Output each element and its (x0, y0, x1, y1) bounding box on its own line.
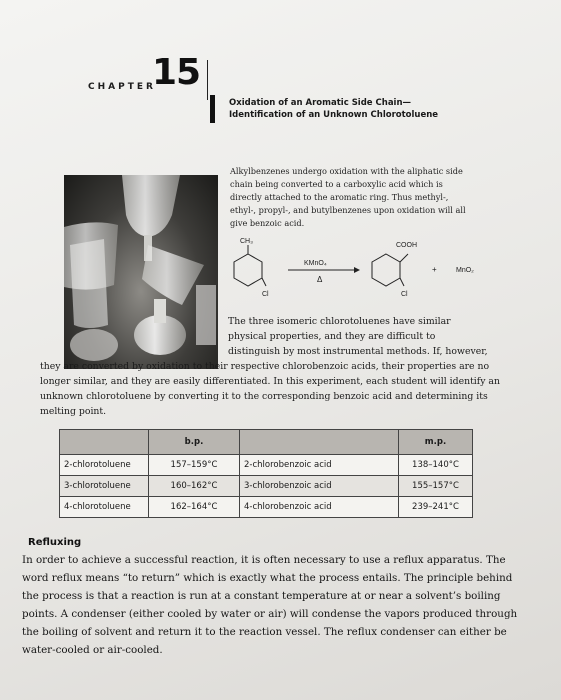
chapter-title-line2: Identification of an Unknown Chlorotoluene (229, 110, 439, 120)
table-cell: 4-chlorotoluene (60, 497, 149, 518)
table-cell: 3-chlorotoluene (60, 476, 149, 497)
table-row (60, 497, 473, 518)
section-heading: Refluxing (28, 537, 82, 548)
table-cell: 138–140°C (399, 455, 473, 476)
reaction-diagram (226, 232, 506, 304)
glassware-photo (64, 175, 218, 369)
reactant-substituent: CH₃ (240, 238, 253, 245)
chapter-divider-thin (207, 60, 208, 100)
table-cell: 4-chlorobenzoic acid (240, 497, 399, 518)
heat-label: Δ (317, 275, 323, 284)
boiling-melting-point-table (59, 429, 473, 518)
table-row (60, 476, 473, 497)
table-header (60, 430, 149, 455)
reactant-cl: Cl (262, 291, 269, 298)
body-paragraph-1: The three isomeric chlorotoluenes have similar physical properties, and they are difficult to distinguish by most instrumental methods. If, however, (228, 316, 488, 357)
body-paragraph-2: they are converted by oxidation to their respective chlorobenzoic acids, their properties are no longer similar, and they are easily differentiated. In this experiment, each student will identify an unknown chlorotoluene by converting it to the corresponding benzoic acid and determining its melting point. (40, 361, 500, 417)
product-substituent: COOH (396, 242, 417, 249)
chapter-title-line1: Oxidation of an Aromatic Side Chain— (229, 98, 412, 108)
product-ring (372, 254, 400, 286)
chapter-label: CHAPTER (88, 82, 156, 92)
table-cell: 155–157°C (399, 476, 473, 497)
reaction-scheme (226, 232, 506, 304)
reflux-paragraph (22, 551, 522, 659)
table-cell: 3-chlorobenzoic acid (240, 476, 399, 497)
glassware-illustration (64, 175, 218, 369)
chapter-divider-bar (210, 95, 215, 123)
reagent-label: KMnO₄ (304, 260, 327, 267)
intro-paragraph: Alkylbenzenes undergo oxidation with the aliphatic side chain being converted to a carboxylic acid which is directly attached to the aromatic ring. Thus methyl-, ethyl-, propyl-, and butylbenzenes upon oxidation will all give benzoic acid. (230, 166, 466, 228)
product-cl: Cl (401, 291, 408, 298)
table-cell: 2-chlorotoluene (60, 455, 149, 476)
table-header: m.p. (399, 430, 473, 455)
chapter-number: 15 (152, 52, 201, 93)
byproduct-label: MnO₂ (456, 267, 474, 274)
table-header (240, 430, 399, 455)
chapter-title (229, 97, 489, 121)
reactant-ring (234, 254, 262, 286)
table-cell: 2-chlorobenzoic acid (240, 455, 399, 476)
reflux-text: In order to achieve a successful reaction, it is often necessary to use a reflux apparatus. The word reflux means “to return” which is exactly what the process entails. The principle behind the process is that a reaction is run at a constant temperature at or near a solvent’s boiling points. A condenser (either cooled by water or air) will condense the vapors produced through the boiling of solvent and return it to the reaction vessel. The reflux condenser can either be water-cooled or air-cooled. (22, 554, 518, 656)
table-cell: 157–159°C (149, 455, 240, 476)
plus-sign: + (432, 265, 437, 274)
table-header: b.p. (149, 430, 240, 455)
table-row (60, 455, 473, 476)
table-cell: 162–164°C (149, 497, 240, 518)
table-cell: 160–162°C (149, 476, 240, 497)
table-cell: 239–241°C (399, 497, 473, 518)
table-header-row (60, 430, 473, 455)
